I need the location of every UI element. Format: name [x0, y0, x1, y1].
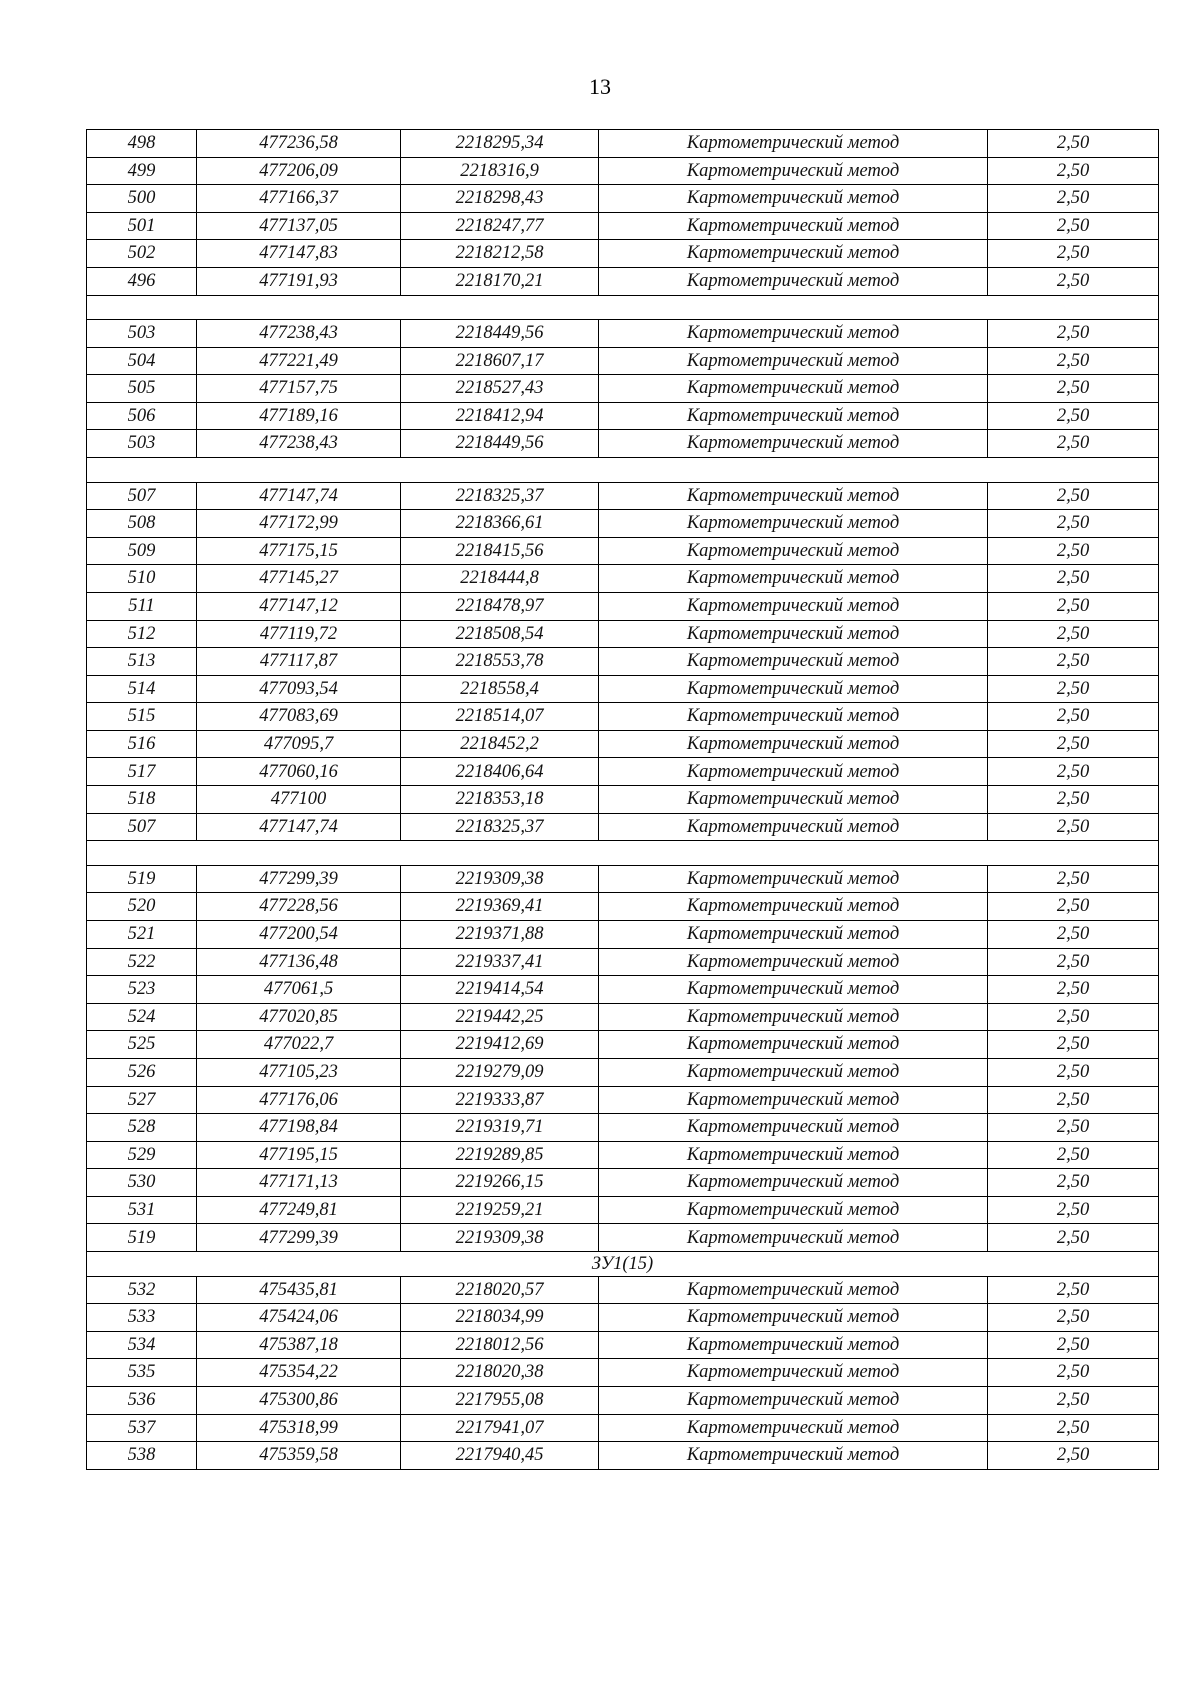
point-number-cell: 520	[87, 893, 197, 921]
method-cell: Картометрический метод	[599, 267, 988, 295]
section-separator-row	[87, 295, 1159, 320]
y-coordinate-cell: 2218298,43	[401, 185, 599, 213]
y-coordinate-cell: 2218170,21	[401, 267, 599, 295]
method-cell: Картометрический метод	[599, 758, 988, 786]
x-coordinate-cell: 477100	[197, 786, 401, 814]
accuracy-cell: 2,50	[988, 786, 1159, 814]
table-row	[87, 893, 1159, 921]
table-row	[87, 1086, 1159, 1114]
y-coordinate-cell: 2217940,45	[401, 1442, 599, 1470]
table-row	[87, 786, 1159, 814]
accuracy-cell: 2,50	[988, 1141, 1159, 1169]
y-coordinate-cell: 2218553,78	[401, 648, 599, 676]
table-row	[87, 703, 1159, 731]
method-cell: Картометрический метод	[599, 786, 988, 814]
y-coordinate-cell: 2219371,88	[401, 920, 599, 948]
accuracy-cell: 2,50	[988, 893, 1159, 921]
point-number-cell: 530	[87, 1169, 197, 1197]
accuracy-cell: 2,50	[988, 1196, 1159, 1224]
x-coordinate-cell: 477236,58	[197, 130, 401, 158]
y-coordinate-cell: 2219369,41	[401, 893, 599, 921]
method-cell: Картометрический метод	[599, 813, 988, 841]
table-row	[87, 620, 1159, 648]
method-cell: Картометрический метод	[599, 212, 988, 240]
x-coordinate-cell: 477093,54	[197, 675, 401, 703]
table-row	[87, 565, 1159, 593]
accuracy-cell: 2,50	[988, 510, 1159, 538]
accuracy-cell: 2,50	[988, 592, 1159, 620]
accuracy-cell: 2,50	[988, 976, 1159, 1004]
accuracy-cell: 2,50	[988, 948, 1159, 976]
y-coordinate-cell: 2217941,07	[401, 1414, 599, 1442]
coordinates-table	[86, 129, 1159, 1470]
y-coordinate-cell: 2219337,41	[401, 948, 599, 976]
method-cell: Картометрический метод	[599, 537, 988, 565]
accuracy-cell: 2,50	[988, 1224, 1159, 1252]
point-number-cell: 504	[87, 347, 197, 375]
table-row	[87, 347, 1159, 375]
accuracy-cell: 2,50	[988, 1031, 1159, 1059]
section-label	[87, 295, 1159, 320]
method-cell: Картометрический метод	[599, 1196, 988, 1224]
accuracy-cell: 2,50	[988, 1169, 1159, 1197]
table-row	[87, 1141, 1159, 1169]
table-row	[87, 1276, 1159, 1304]
method-cell: Картометрический метод	[599, 1114, 988, 1142]
point-number-cell: 536	[87, 1386, 197, 1414]
method-cell: Картометрический метод	[599, 1086, 988, 1114]
method-cell: Картометрический метод	[599, 1359, 988, 1387]
point-number-cell: 534	[87, 1331, 197, 1359]
x-coordinate-cell: 475435,81	[197, 1276, 401, 1304]
table-row	[87, 1304, 1159, 1332]
x-coordinate-cell: 477238,43	[197, 320, 401, 348]
y-coordinate-cell: 2219289,85	[401, 1141, 599, 1169]
x-coordinate-cell: 477117,87	[197, 648, 401, 676]
method-cell: Картометрический метод	[599, 402, 988, 430]
table-row	[87, 1224, 1159, 1252]
method-cell: Картометрический метод	[599, 865, 988, 893]
table-row	[87, 1386, 1159, 1414]
x-coordinate-cell: 477195,15	[197, 1141, 401, 1169]
y-coordinate-cell: 2218607,17	[401, 347, 599, 375]
accuracy-cell: 2,50	[988, 347, 1159, 375]
point-number-cell: 525	[87, 1031, 197, 1059]
table-row	[87, 185, 1159, 213]
accuracy-cell: 2,50	[988, 402, 1159, 430]
y-coordinate-cell: 2218034,99	[401, 1304, 599, 1332]
point-number-cell: 523	[87, 976, 197, 1004]
method-cell: Картометрический метод	[599, 675, 988, 703]
x-coordinate-cell: 477228,56	[197, 893, 401, 921]
point-number-cell: 500	[87, 185, 197, 213]
y-coordinate-cell: 2218295,34	[401, 130, 599, 158]
table-row	[87, 537, 1159, 565]
x-coordinate-cell: 475424,06	[197, 1304, 401, 1332]
point-number-cell: 501	[87, 212, 197, 240]
accuracy-cell: 2,50	[988, 730, 1159, 758]
y-coordinate-cell: 2218212,58	[401, 240, 599, 268]
page-number: 13	[589, 74, 611, 99]
accuracy-cell: 2,50	[988, 320, 1159, 348]
section-label	[87, 458, 1159, 483]
accuracy-cell: 2,50	[988, 1114, 1159, 1142]
method-cell: Картометрический метод	[599, 1414, 988, 1442]
method-cell: Картометрический метод	[599, 347, 988, 375]
method-cell: Картометрический метод	[599, 592, 988, 620]
x-coordinate-cell: 475387,18	[197, 1331, 401, 1359]
table-row	[87, 1331, 1159, 1359]
table-row	[87, 240, 1159, 268]
point-number-cell: 511	[87, 592, 197, 620]
method-cell: Картометрический метод	[599, 430, 988, 458]
table-row	[87, 267, 1159, 295]
x-coordinate-cell: 477119,72	[197, 620, 401, 648]
point-number-cell: 524	[87, 1003, 197, 1031]
method-cell: Картометрический метод	[599, 1386, 988, 1414]
accuracy-cell: 2,50	[988, 675, 1159, 703]
x-coordinate-cell: 477175,15	[197, 537, 401, 565]
x-coordinate-cell: 477136,48	[197, 948, 401, 976]
method-cell: Картометрический метод	[599, 1442, 988, 1470]
x-coordinate-cell: 477206,09	[197, 157, 401, 185]
table-row	[87, 130, 1159, 158]
x-coordinate-cell: 477061,5	[197, 976, 401, 1004]
x-coordinate-cell: 477200,54	[197, 920, 401, 948]
x-coordinate-cell: 477189,16	[197, 402, 401, 430]
y-coordinate-cell: 2219259,21	[401, 1196, 599, 1224]
section-separator-row	[87, 841, 1159, 866]
section-label	[87, 841, 1159, 866]
x-coordinate-cell: 477060,16	[197, 758, 401, 786]
accuracy-cell: 2,50	[988, 1442, 1159, 1470]
point-number-cell: 526	[87, 1058, 197, 1086]
method-cell: Картометрический метод	[599, 893, 988, 921]
y-coordinate-cell: 2218478,97	[401, 592, 599, 620]
y-coordinate-cell: 2219266,15	[401, 1169, 599, 1197]
accuracy-cell: 2,50	[988, 240, 1159, 268]
y-coordinate-cell: 2219309,38	[401, 1224, 599, 1252]
point-number-cell: 514	[87, 675, 197, 703]
method-cell: Картометрический метод	[599, 620, 988, 648]
point-number-cell: 535	[87, 1359, 197, 1387]
y-coordinate-cell: 2218558,4	[401, 675, 599, 703]
table-row	[87, 592, 1159, 620]
x-coordinate-cell: 477299,39	[197, 1224, 401, 1252]
accuracy-cell: 2,50	[988, 1331, 1159, 1359]
y-coordinate-cell: 2218020,38	[401, 1359, 599, 1387]
method-cell: Картометрический метод	[599, 1031, 988, 1059]
table-row	[87, 1031, 1159, 1059]
point-number-cell: 499	[87, 157, 197, 185]
method-cell: Картометрический метод	[599, 185, 988, 213]
y-coordinate-cell: 2219333,87	[401, 1086, 599, 1114]
point-number-cell: 503	[87, 320, 197, 348]
accuracy-cell: 2,50	[988, 212, 1159, 240]
x-coordinate-cell: 477147,74	[197, 813, 401, 841]
point-number-cell: 519	[87, 865, 197, 893]
method-cell: Картометрический метод	[599, 510, 988, 538]
method-cell: Картометрический метод	[599, 157, 988, 185]
method-cell: Картометрический метод	[599, 482, 988, 510]
accuracy-cell: 2,50	[988, 430, 1159, 458]
point-number-cell: 507	[87, 482, 197, 510]
x-coordinate-cell: 475354,22	[197, 1359, 401, 1387]
table-row	[87, 1169, 1159, 1197]
y-coordinate-cell: 2218247,77	[401, 212, 599, 240]
y-coordinate-cell: 2218514,07	[401, 703, 599, 731]
table-row	[87, 1359, 1159, 1387]
x-coordinate-cell: 477145,27	[197, 565, 401, 593]
method-cell: Картометрический метод	[599, 1058, 988, 1086]
section-label: ЗУ1(15)	[87, 1252, 1159, 1277]
point-number-cell: 510	[87, 565, 197, 593]
x-coordinate-cell: 477249,81	[197, 1196, 401, 1224]
accuracy-cell: 2,50	[988, 1003, 1159, 1031]
y-coordinate-cell: 2218444,8	[401, 565, 599, 593]
x-coordinate-cell: 477105,23	[197, 1058, 401, 1086]
point-number-cell: 515	[87, 703, 197, 731]
point-number-cell: 502	[87, 240, 197, 268]
method-cell: Картометрический метод	[599, 1169, 988, 1197]
table-row	[87, 758, 1159, 786]
point-number-cell: 528	[87, 1114, 197, 1142]
x-coordinate-cell: 477157,75	[197, 375, 401, 403]
point-number-cell: 498	[87, 130, 197, 158]
method-cell: Картометрический метод	[599, 703, 988, 731]
table-row	[87, 648, 1159, 676]
accuracy-cell: 2,50	[988, 130, 1159, 158]
method-cell: Картометрический метод	[599, 565, 988, 593]
point-number-cell: 519	[87, 1224, 197, 1252]
x-coordinate-cell: 477022,7	[197, 1031, 401, 1059]
point-number-cell: 509	[87, 537, 197, 565]
point-number-cell: 505	[87, 375, 197, 403]
accuracy-cell: 2,50	[988, 482, 1159, 510]
accuracy-cell: 2,50	[988, 565, 1159, 593]
point-number-cell: 527	[87, 1086, 197, 1114]
table-row	[87, 375, 1159, 403]
point-number-cell: 508	[87, 510, 197, 538]
x-coordinate-cell: 477095,7	[197, 730, 401, 758]
x-coordinate-cell: 475318,99	[197, 1414, 401, 1442]
method-cell: Картометрический метод	[599, 730, 988, 758]
accuracy-cell: 2,50	[988, 1058, 1159, 1086]
table-row	[87, 865, 1159, 893]
x-coordinate-cell: 477083,69	[197, 703, 401, 731]
table-row	[87, 430, 1159, 458]
y-coordinate-cell: 2218366,61	[401, 510, 599, 538]
x-coordinate-cell: 477147,12	[197, 592, 401, 620]
table-row	[87, 1196, 1159, 1224]
accuracy-cell: 2,50	[988, 1276, 1159, 1304]
method-cell: Картометрический метод	[599, 1276, 988, 1304]
table-row	[87, 1114, 1159, 1142]
accuracy-cell: 2,50	[988, 1414, 1159, 1442]
accuracy-cell: 2,50	[988, 813, 1159, 841]
section-separator-row	[87, 1252, 1159, 1277]
y-coordinate-cell: 2219309,38	[401, 865, 599, 893]
method-cell: Картометрический метод	[599, 1304, 988, 1332]
y-coordinate-cell: 2219319,71	[401, 1114, 599, 1142]
y-coordinate-cell: 2218020,57	[401, 1276, 599, 1304]
x-coordinate-cell: 477176,06	[197, 1086, 401, 1114]
accuracy-cell: 2,50	[988, 267, 1159, 295]
table-row	[87, 730, 1159, 758]
point-number-cell: 503	[87, 430, 197, 458]
table-row	[87, 212, 1159, 240]
y-coordinate-cell: 2218353,18	[401, 786, 599, 814]
table-row	[87, 510, 1159, 538]
table-row	[87, 402, 1159, 430]
method-cell: Картометрический метод	[599, 1331, 988, 1359]
table-row	[87, 1058, 1159, 1086]
method-cell: Картометрический метод	[599, 648, 988, 676]
method-cell: Картометрический метод	[599, 320, 988, 348]
point-number-cell: 518	[87, 786, 197, 814]
method-cell: Картометрический метод	[599, 240, 988, 268]
point-number-cell: 507	[87, 813, 197, 841]
x-coordinate-cell: 477166,37	[197, 185, 401, 213]
x-coordinate-cell: 477171,13	[197, 1169, 401, 1197]
point-number-cell: 496	[87, 267, 197, 295]
y-coordinate-cell: 2218406,64	[401, 758, 599, 786]
table-row	[87, 920, 1159, 948]
table-row	[87, 948, 1159, 976]
table-row	[87, 976, 1159, 1004]
y-coordinate-cell: 2219279,09	[401, 1058, 599, 1086]
y-coordinate-cell: 2219442,25	[401, 1003, 599, 1031]
section-separator-row	[87, 458, 1159, 483]
method-cell: Картометрический метод	[599, 1224, 988, 1252]
y-coordinate-cell: 2218527,43	[401, 375, 599, 403]
y-coordinate-cell: 2218508,54	[401, 620, 599, 648]
table-row	[87, 157, 1159, 185]
point-number-cell: 529	[87, 1141, 197, 1169]
point-number-cell: 516	[87, 730, 197, 758]
y-coordinate-cell: 2219412,69	[401, 1031, 599, 1059]
y-coordinate-cell: 2217955,08	[401, 1386, 599, 1414]
accuracy-cell: 2,50	[988, 865, 1159, 893]
point-number-cell: 538	[87, 1442, 197, 1470]
point-number-cell: 531	[87, 1196, 197, 1224]
accuracy-cell: 2,50	[988, 537, 1159, 565]
x-coordinate-cell: 477221,49	[197, 347, 401, 375]
accuracy-cell: 2,50	[988, 648, 1159, 676]
y-coordinate-cell: 2218325,37	[401, 482, 599, 510]
table-row	[87, 1003, 1159, 1031]
accuracy-cell: 2,50	[988, 1359, 1159, 1387]
x-coordinate-cell: 477299,39	[197, 865, 401, 893]
method-cell: Картометрический метод	[599, 948, 988, 976]
accuracy-cell: 2,50	[988, 157, 1159, 185]
x-coordinate-cell: 477172,99	[197, 510, 401, 538]
x-coordinate-cell: 477147,74	[197, 482, 401, 510]
method-cell: Картометрический метод	[599, 976, 988, 1004]
y-coordinate-cell: 2219414,54	[401, 976, 599, 1004]
accuracy-cell: 2,50	[988, 920, 1159, 948]
x-coordinate-cell: 477147,83	[197, 240, 401, 268]
point-number-cell: 533	[87, 1304, 197, 1332]
accuracy-cell: 2,50	[988, 620, 1159, 648]
x-coordinate-cell: 475359,58	[197, 1442, 401, 1470]
y-coordinate-cell: 2218449,56	[401, 430, 599, 458]
accuracy-cell: 2,50	[988, 1304, 1159, 1332]
y-coordinate-cell: 2218325,37	[401, 813, 599, 841]
point-number-cell: 512	[87, 620, 197, 648]
accuracy-cell: 2,50	[988, 1086, 1159, 1114]
x-coordinate-cell: 477020,85	[197, 1003, 401, 1031]
point-number-cell: 522	[87, 948, 197, 976]
x-coordinate-cell: 475300,86	[197, 1386, 401, 1414]
table-row	[87, 482, 1159, 510]
method-cell: Картометрический метод	[599, 1003, 988, 1031]
point-number-cell: 532	[87, 1276, 197, 1304]
table-row	[87, 1442, 1159, 1470]
point-number-cell: 537	[87, 1414, 197, 1442]
x-coordinate-cell: 477198,84	[197, 1114, 401, 1142]
table-row	[87, 813, 1159, 841]
point-number-cell: 513	[87, 648, 197, 676]
method-cell: Картометрический метод	[599, 1141, 988, 1169]
y-coordinate-cell: 2218415,56	[401, 537, 599, 565]
point-number-cell: 506	[87, 402, 197, 430]
method-cell: Картометрический метод	[599, 375, 988, 403]
method-cell: Картометрический метод	[599, 130, 988, 158]
y-coordinate-cell: 2218412,94	[401, 402, 599, 430]
y-coordinate-cell: 2218012,56	[401, 1331, 599, 1359]
accuracy-cell: 2,50	[988, 185, 1159, 213]
accuracy-cell: 2,50	[988, 375, 1159, 403]
table-row	[87, 320, 1159, 348]
x-coordinate-cell: 477137,05	[197, 212, 401, 240]
y-coordinate-cell: 2218316,9	[401, 157, 599, 185]
method-cell: Картометрический метод	[599, 920, 988, 948]
point-number-cell: 517	[87, 758, 197, 786]
x-coordinate-cell: 477238,43	[197, 430, 401, 458]
y-coordinate-cell: 2218452,2	[401, 730, 599, 758]
table-row	[87, 675, 1159, 703]
table-row	[87, 1414, 1159, 1442]
point-number-cell: 521	[87, 920, 197, 948]
accuracy-cell: 2,50	[988, 1386, 1159, 1414]
coordinates-table-body	[87, 130, 1159, 1470]
accuracy-cell: 2,50	[988, 758, 1159, 786]
x-coordinate-cell: 477191,93	[197, 267, 401, 295]
accuracy-cell: 2,50	[988, 703, 1159, 731]
y-coordinate-cell: 2218449,56	[401, 320, 599, 348]
